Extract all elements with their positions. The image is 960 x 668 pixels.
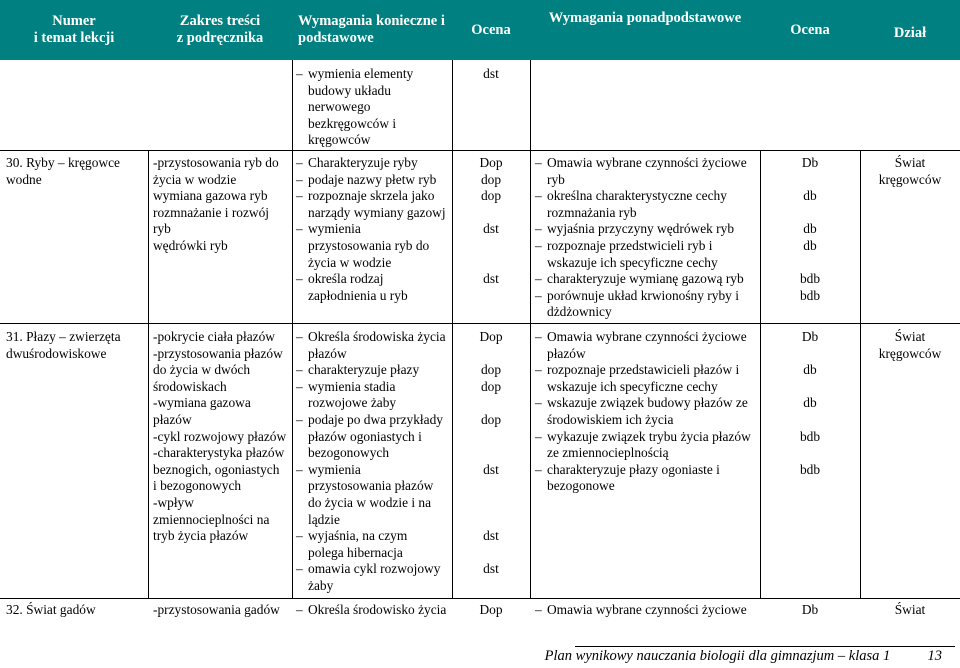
row31-topic: 31. Płazy – zwierzęta dwuśrodowiskowe (6, 329, 121, 361)
header-grade-adv: Ocena (790, 21, 830, 38)
row-divider (0, 323, 960, 324)
page-number: 13 (927, 648, 942, 664)
page-footer (545, 648, 942, 665)
row30-scope: -przystosowania ryb do życia w wodzie wymiana gazowa ryb rozmnażanie i rozwój ryb wędrówki ryb (153, 155, 279, 253)
row30-section: Świat kręgowców (878, 155, 942, 187)
row30-grades: Dop dop dop dst dst (479, 155, 503, 287)
row32-topic: 32. Świat gadów (6, 602, 96, 617)
header-grade: Ocena (471, 21, 511, 38)
row31-adv-grades: Db db db bdb bdb (799, 329, 821, 477)
col-divider (530, 60, 531, 598)
header-section: Dział (893, 24, 927, 41)
row30-requirements: – Charakteryzuje ryby – podaje nazwy płetw ryb – rozpoznaje skrzela jako narządy wymiany gazowj – wymienia przystosowania ryb do życia w wodzie – określa rodzaj zapłodnienia u ryb (296, 155, 446, 303)
row32-scope: -przystosowania gadów (153, 602, 280, 617)
row32-requirements: – Określa środowisko życia (296, 602, 447, 617)
row-divider (0, 150, 960, 151)
row-divider (0, 598, 960, 599)
row31-requirements: – Określa środowiska życia płazów – charakteryzuje płazy – wymienia stadia rozwojowe żaby – podaje po dwa przykłady płazów ogoniastych i bezogonowych – wymienia przystosowania płazów do życia w wodzie i na lądzie – wyjaśnia, na czym polega hibernacja – omawia cykl rozwojowy żaby (296, 329, 446, 593)
row31-section: Świat kręgowców (878, 329, 942, 361)
continuation-grade: dst (483, 66, 499, 81)
row31-grades: Dop dop dop dop dst dst dst (479, 329, 503, 577)
col-divider (148, 150, 149, 598)
row30-adv-grades: Db db db db bdb bdb (799, 155, 821, 303)
col-divider (860, 150, 861, 598)
header-advanced-req: Wymagania ponadpodstawowe (548, 10, 742, 26)
row32-adv-grade: Db (801, 602, 819, 617)
header-basic-req: Wymagania konieczne i podstawowe (298, 13, 445, 46)
col-divider (292, 60, 293, 598)
row32-advanced: – Omawia wybrane czynności życiowe (535, 602, 747, 617)
footer-title: Plan wynikowy nauczania biologii dla gimnazjum – klasa 1 (544, 648, 891, 664)
header-scope: Zakres treści z podręcznika (176, 13, 264, 46)
row30-topic: 30. Ryby – kręgowce wodne (6, 155, 121, 187)
row32-section: Świat (894, 602, 926, 617)
row31-scope: -pokrycie ciała płazów -przystosowania płazów do życia w dwóch środowiskach -wymiana gazowa płazów -cykl rozwojowy płazów -charakterystyka płazów beznogich, ogoniastych i bezogonowych -wpływ zmiennocieplności na tryb życia płazów (153, 329, 287, 544)
row30-advanced: – Omawia wybrane czynności życiowe ryb – określna charakterystyczne cechy rozmnażania ryb – wyjaśnia przyczyny wędrówek ryb – rozpoznaje przedstwicieli ryb i wskazuje ich specyficzne cechy – charakteryzuje wymianę gazową ryb – porównuje układ krwionośny ryby i dżdżownicy (535, 155, 747, 320)
continuation-requirements: – wymienia elementy budowy układu nerwowego bezkręgowców i kręgowców (296, 66, 414, 148)
row31-advanced: – Omawia wybrane czynności życiowe płazów – rozpoznaje przedstawicieli płazów i wskazuje ich specyficzne cechy – wskazuje związek budowy płazów ze środowiskiem ich życia – wykazuje związek trybu życia płazów ze zmiennocieplnością – charakteryzuje płazy ogoniaste i bezogonowe (535, 329, 751, 494)
header-topic: Numer i temat lekcji (33, 13, 115, 46)
footer-rule (575, 646, 955, 647)
row32-grade: Dop (479, 602, 503, 617)
